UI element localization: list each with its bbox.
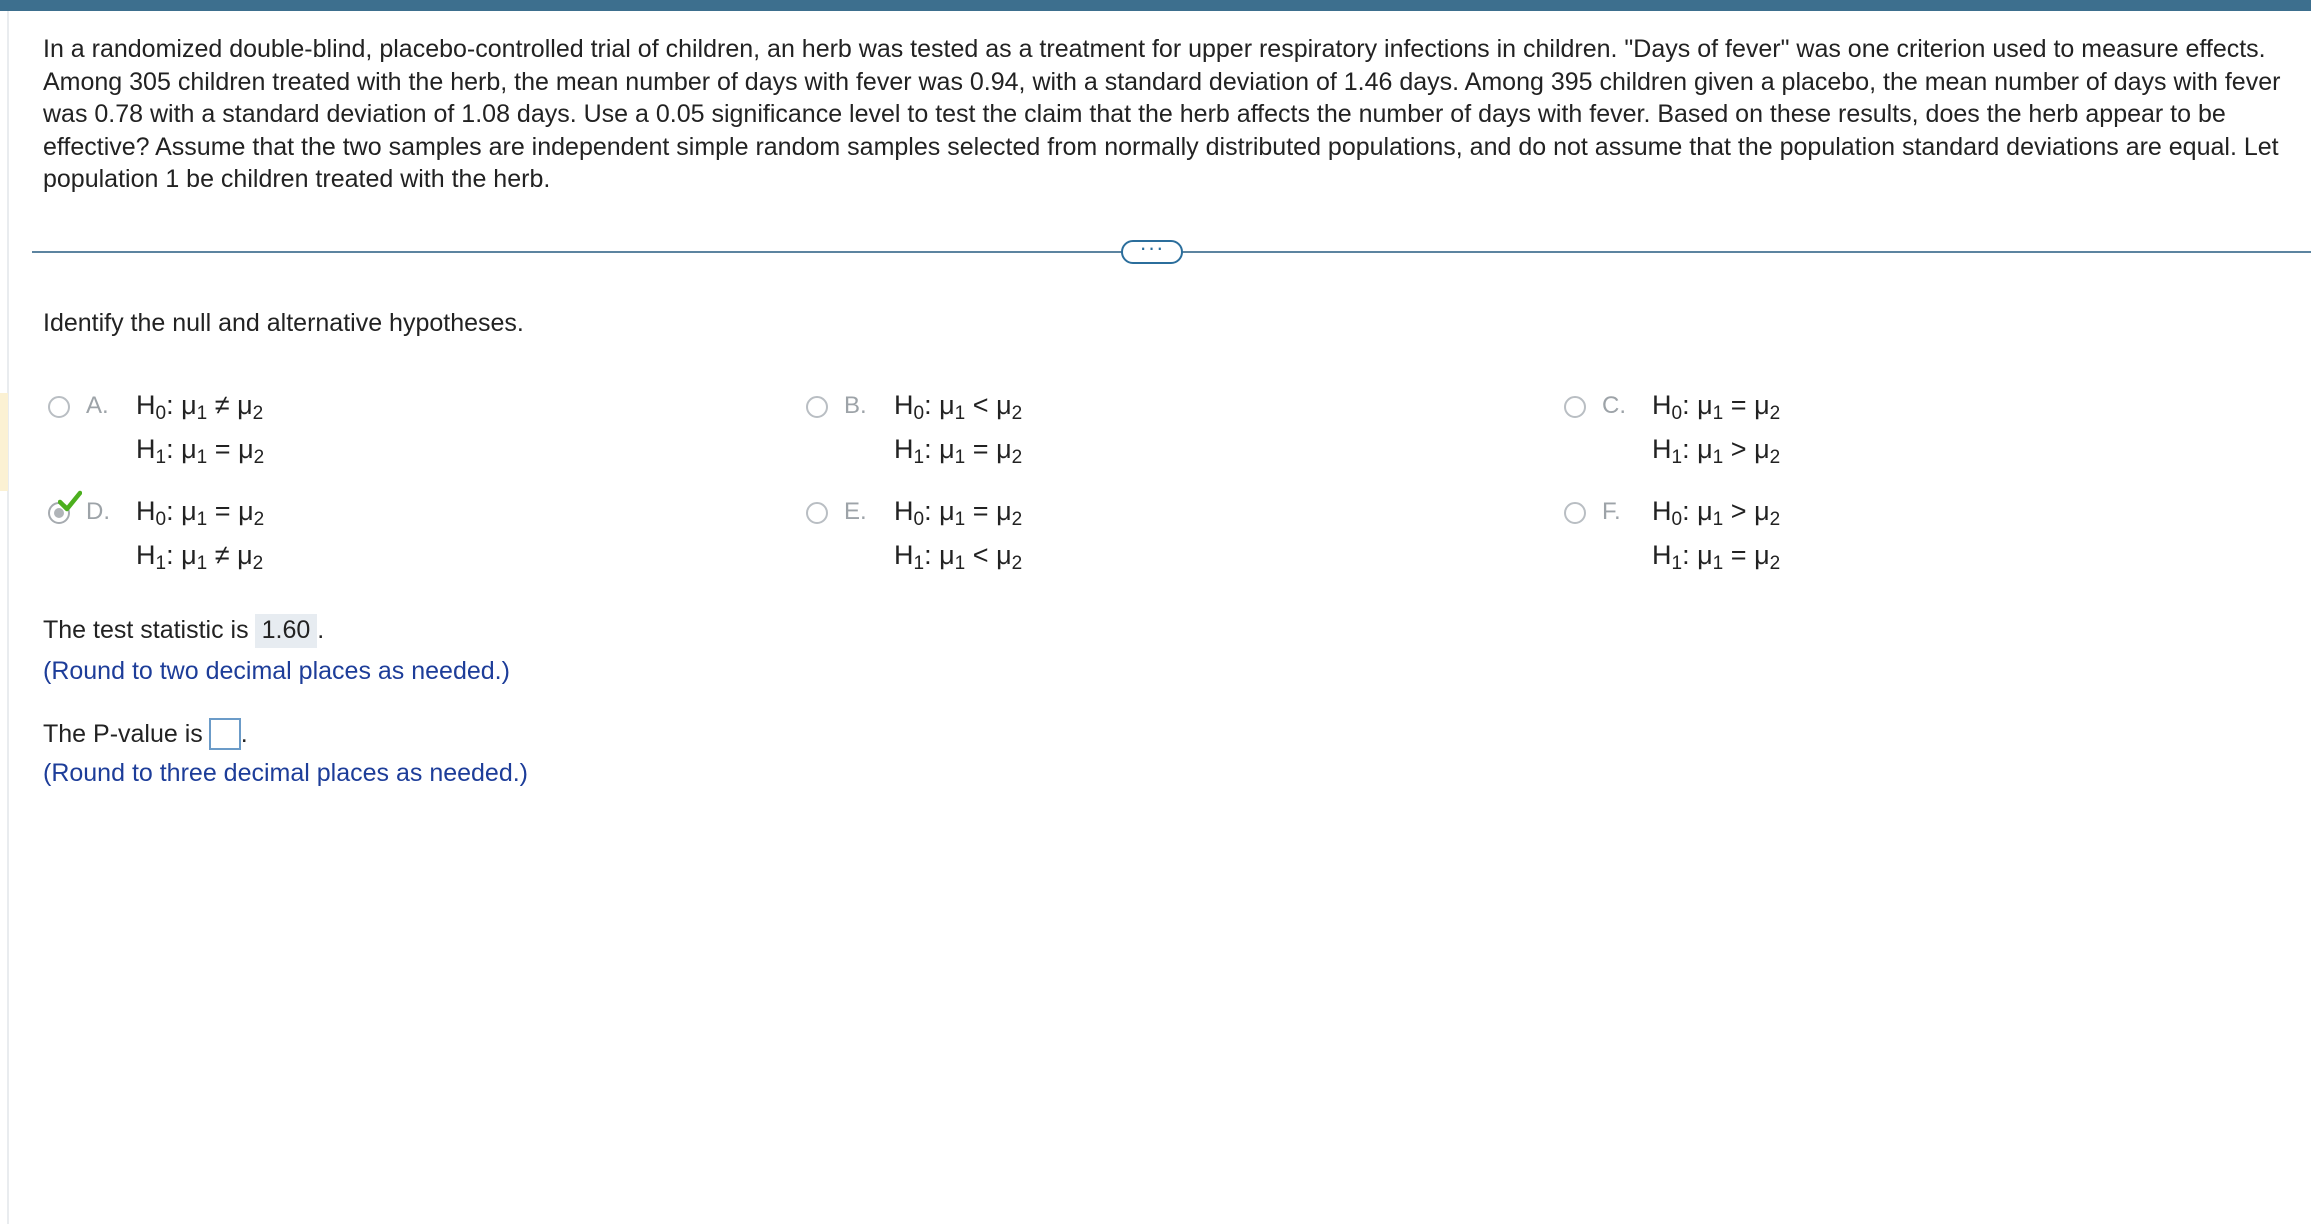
test-statistic-label: The test statistic is — [43, 616, 249, 644]
option-b-radio[interactable] — [806, 396, 828, 418]
option-a-alternative-hypothesis: $H_1$: $\mu_1 = \mu_2$ — [136, 434, 265, 468]
option-b-null-hypothesis: $H_0$: $\mu_1 < \mu_2$ — [894, 390, 1023, 424]
option-a[interactable] — [48, 392, 648, 472]
option-b-letter: B. — [844, 392, 867, 419]
option-e[interactable] — [806, 498, 1406, 578]
p-value-hint: (Round to three decimal places as needed.) — [43, 759, 529, 787]
test-statistic-hint: (Round to two decimal places as needed.) — [43, 657, 510, 685]
option-e-radio[interactable] — [806, 502, 828, 524]
option-c[interactable] — [1564, 392, 2164, 472]
p-value-input[interactable] — [209, 718, 241, 750]
option-f-letter: F. — [1602, 498, 1621, 525]
option-a-radio[interactable] — [48, 396, 70, 418]
option-e-null-hypothesis: $H_0$: $\mu_1 = \mu_2$ — [894, 496, 1023, 530]
option-f[interactable] — [1564, 498, 2164, 578]
option-c-alternative-hypothesis: $H_1$: $\mu_1 > \mu_2$ — [1652, 434, 1781, 468]
left-rule — [7, 11, 9, 1224]
correct-check-icon — [58, 490, 82, 512]
option-d-letter: D. — [86, 498, 110, 525]
p-value-line — [43, 718, 248, 750]
test-statistic-suffix: . — [317, 616, 325, 644]
test-statistic-line — [43, 614, 324, 648]
expand-more-button[interactable]: ··· — [1121, 240, 1183, 264]
option-a-null-hypothesis: $H_0$: $\mu_1 \ne \mu_2$ — [136, 390, 264, 424]
problem-statement: In a randomized double-blind, placebo-controlled trial of children, an herb was tested as a treatment for upper respiratory infections in children. "Days of fever" was one criterion used to measure effects. Among 305 children treated with the herb, the mean number of days with fever was 0.94, with a standard deviation of 1.46 days. Among 395 children given a placebo, the mean number of days with fever was 0.78 with a standard deviation of 1.08 days. Use a 0.05 significance level to test the claim that the herb affects the number of days with fever. Based on these results, does the herb appear to be effective? Assume that the two samples are independent simple random samples selected from normally distributed populations, and do not assume that the population standard deviations are equal. Let population 1 be children treated with the herb. — [43, 35, 2281, 193]
option-a-letter: A. — [86, 392, 109, 419]
option-e-alternative-hypothesis: $H_1$: $\mu_1 < \mu_2$ — [894, 540, 1023, 574]
option-f-alternative-hypothesis: $H_1$: $\mu_1 = \mu_2$ — [1652, 540, 1781, 574]
question-prompt: Identify the null and alternative hypotheses. — [43, 309, 524, 337]
option-d-alternative-hypothesis: $H_1$: $\mu_1 \ne \mu_2$ — [136, 540, 264, 574]
top-bar — [0, 0, 2311, 11]
option-c-null-hypothesis: $H_0$: $\mu_1 = \mu_2$ — [1652, 390, 1781, 424]
option-b-alternative-hypothesis: $H_1$: $\mu_1 = \mu_2$ — [894, 434, 1023, 468]
option-c-letter: C. — [1602, 392, 1626, 419]
p-value-suffix: . — [240, 720, 248, 748]
option-e-letter: E. — [844, 498, 867, 525]
p-value-label: The P-value is — [43, 720, 203, 748]
option-b[interactable] — [806, 392, 1406, 472]
option-f-null-hypothesis: $H_0$: $\mu_1 > \mu_2$ — [1652, 496, 1781, 530]
option-d[interactable] — [48, 498, 648, 578]
left-accent-marker — [0, 393, 8, 491]
option-c-radio[interactable] — [1564, 396, 1586, 418]
option-f-radio[interactable] — [1564, 502, 1586, 524]
option-d-null-hypothesis: $H_0$: $\mu_1 = \mu_2$ — [136, 496, 265, 530]
test-statistic-answer[interactable]: 1.60 — [255, 614, 318, 648]
